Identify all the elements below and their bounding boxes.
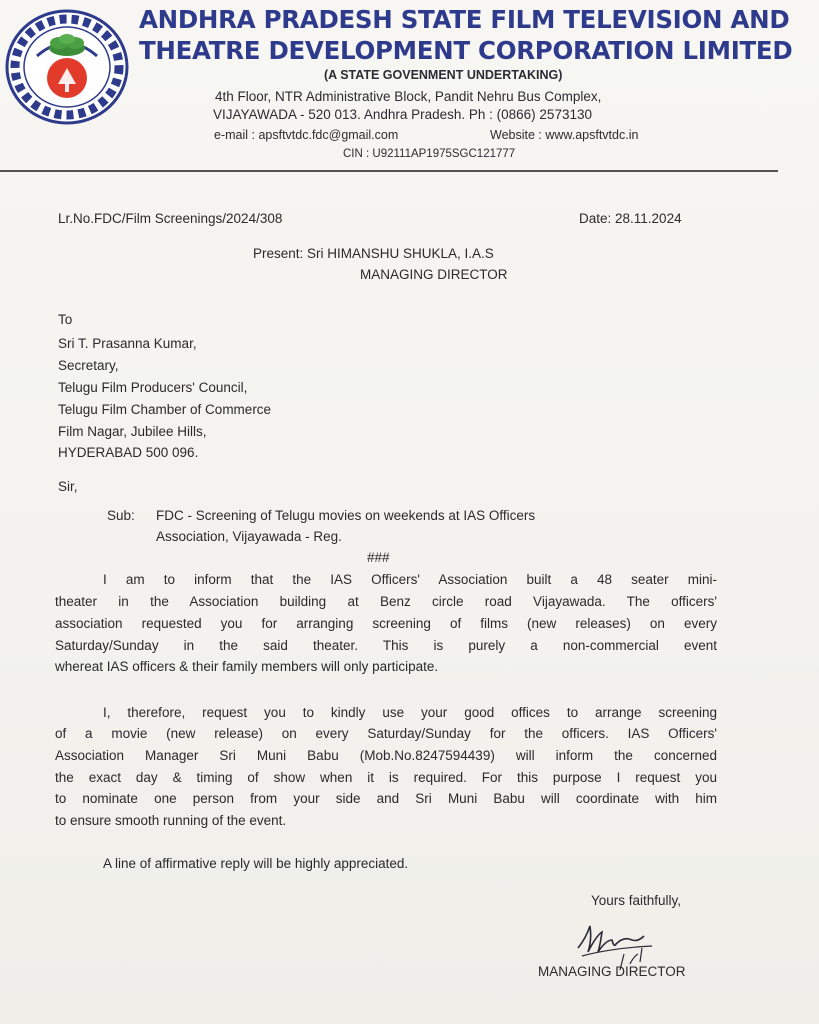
present-line: Present: Sri HIMANSHU SHUKLA, I.A.S xyxy=(253,246,494,261)
email-address: e-mail : apsftvtdc.fdc@gmail.com xyxy=(214,128,399,142)
paragraph-line: to nominate one person from your side and Sri Muni Babu will coordinate with him xyxy=(55,791,717,806)
recipient-line: Film Nagar, Jubilee Hills, xyxy=(58,424,207,439)
paragraph-line: Association Manager Sri Muni Babu (Mob.No.8247594439) will inform the concerned xyxy=(55,748,717,763)
subject-line: FDC - Screening of Telugu movies on weekends at IAS Officers xyxy=(156,508,536,523)
address-line1: 4th Floor, NTR Administrative Block, Pandit Nehru Bus Complex, xyxy=(215,89,602,104)
closing-phrase: Yours faithfully, xyxy=(591,893,682,908)
recipient-line: HYDERABAD 500 096. xyxy=(58,445,199,460)
recipient-line: Secretary, xyxy=(58,358,119,373)
recipient-line: Telugu Film Producers' Council, xyxy=(58,380,248,395)
paragraph-line: the exact day & timing of show when it is required. For this purpose I request you xyxy=(55,770,717,785)
emblem-icon xyxy=(3,8,131,126)
closing-request: A line of affirmative reply will be highly appreciated. xyxy=(103,856,409,871)
subject-line: Association, Vijayawada - Reg. xyxy=(156,529,342,544)
organization-name-line1: ANDHRA PRADESH STATE FILM TELEVISION AND xyxy=(139,5,790,34)
address-line2: VIJAYAWADA - 520 013. Andhra Pradesh. Ph : (0866) 2573130 xyxy=(213,107,592,122)
website-address: Website : www.apsftvtdc.in xyxy=(490,128,639,142)
paragraph-line: association requested you for arranging screening of films (new releases) on every xyxy=(55,616,717,631)
paragraph-line: theater in the Association building at Benz circle road Vijayawada. The officers' xyxy=(55,594,717,609)
recipient-line: To xyxy=(58,312,73,327)
salutation: Sir, xyxy=(58,479,78,494)
reference-number: Lr.No.FDC/Film Screenings/2024/308 xyxy=(58,211,283,226)
organization-name xyxy=(139,4,815,66)
paragraph-line: Saturday/Sunday in the said theater. This is purely a non-commercial event xyxy=(55,638,717,653)
separator: ### xyxy=(367,550,390,565)
header-divider xyxy=(0,170,778,172)
subject-label: Sub: xyxy=(107,508,135,523)
paragraph-line: whereat IAS officers & their family members will only participate. xyxy=(55,659,439,674)
recipient-line: Sri T. Prasanna Kumar, xyxy=(58,336,197,351)
signatory-title: MANAGING DIRECTOR xyxy=(538,964,686,979)
paragraph-line: to ensure smooth running of the event. xyxy=(55,813,287,828)
undertaking-label: (A STATE GOVENMENT UNDERTAKING) xyxy=(324,68,563,82)
organization-name-line2: THEATRE DEVELOPMENT CORPORATION LIMITED xyxy=(139,36,793,65)
recipient-line: Telugu Film Chamber of Commerce xyxy=(58,402,272,417)
present-title: MANAGING DIRECTOR xyxy=(360,267,508,282)
letter-date: Date: 28.11.2024 xyxy=(579,211,682,226)
paragraph-line: I am to inform that the IAS Officers' Association built a 48 seater mini- xyxy=(103,572,717,587)
paragraph-line: of a movie (new release) on every Saturday/Sunday for the officers. IAS Officers' xyxy=(55,726,717,741)
cin-number: CIN : U92111AP1975SGC121777 xyxy=(343,148,516,160)
paragraph-line: I, therefore, request you to kindly use your good offices to arrange screening xyxy=(103,705,717,720)
